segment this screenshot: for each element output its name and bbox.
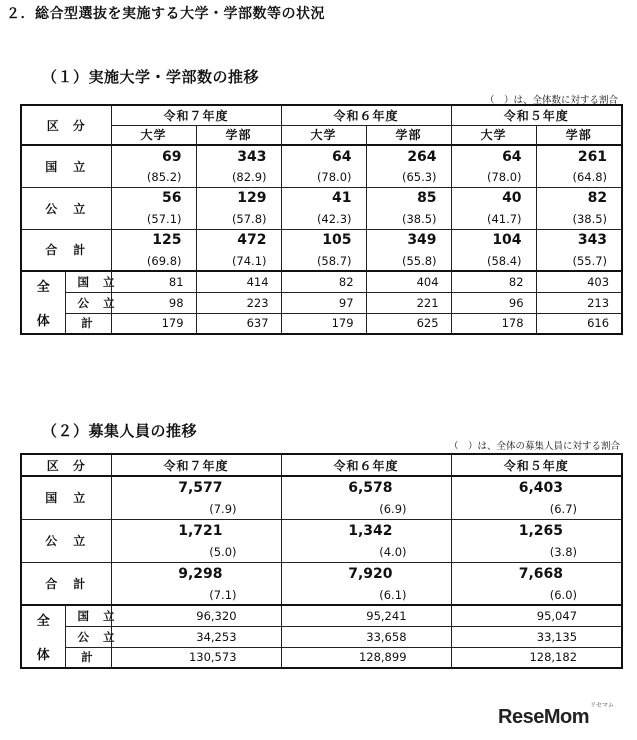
cell-percent: (6.0) — [451, 585, 622, 605]
cell-value: 130,573 — [111, 647, 281, 668]
cell-percent: (58.7) — [281, 251, 366, 271]
cell-value: 95,047 — [451, 605, 622, 626]
row-label-kokuritsu: 国立 — [21, 145, 111, 187]
cell-value: 404 — [366, 271, 451, 292]
cell-percent: (41.7) — [451, 209, 536, 229]
header-year-r7: 令和７年度 — [111, 454, 281, 476]
cell-value: 9,298 — [111, 562, 281, 585]
cell-value: 213 — [536, 292, 622, 313]
table-university-faculty-counts — [20, 104, 623, 335]
cell-percent: (55.7) — [536, 251, 622, 271]
cell-percent: (74.1) — [196, 251, 281, 271]
cell-value: 1,265 — [451, 519, 622, 542]
cell-value: 7,920 — [281, 562, 451, 585]
cell-value: 179 — [111, 313, 196, 334]
cell-percent: (78.0) — [451, 167, 536, 187]
cell-value: 64 — [281, 145, 366, 167]
cell-value: 7,668 — [451, 562, 622, 585]
header-year-r6: 令和６年度 — [281, 454, 451, 476]
cell-percent: (38.5) — [366, 209, 451, 229]
header-year-r5: 令和５年度 — [451, 105, 622, 125]
cell-value: 95,241 — [281, 605, 451, 626]
cell-value: 82 — [281, 271, 366, 292]
total-label-kouritsu: 公立 — [65, 626, 111, 647]
row-label-goukei: 合計 — [21, 229, 111, 271]
header-daigaku: 大学 — [281, 125, 366, 145]
cell-value: 128,899 — [281, 647, 451, 668]
cell-percent: (5.0) — [111, 542, 281, 562]
page-title: ２．総合型選抜を実施する大学・学部数等の状況 — [6, 6, 325, 22]
total-label-kei: 計 — [65, 647, 111, 668]
header-year-r6: 令和６年度 — [281, 105, 451, 125]
cell-percent: (3.8) — [451, 542, 622, 562]
cell-value: 1,342 — [281, 519, 451, 542]
cell-value: 472 — [196, 229, 281, 251]
cell-value: 128,182 — [451, 647, 622, 668]
header-daigaku: 大学 — [451, 125, 536, 145]
cell-value: 125 — [111, 229, 196, 251]
cell-value: 41 — [281, 187, 366, 209]
cell-percent: (57.8) — [196, 209, 281, 229]
cell-value: 6,403 — [451, 476, 622, 499]
cell-value: 261 — [536, 145, 622, 167]
cell-value: 85 — [366, 187, 451, 209]
zentai-bottom: 体 — [36, 648, 50, 663]
header-kubun: 区 分 — [21, 105, 111, 145]
cell-value: 343 — [196, 145, 281, 167]
section2-note: （ ）は、全体の募集人員に対する割合 — [448, 441, 620, 452]
cell-value: 96,320 — [111, 605, 281, 626]
header-year-r7: 令和７年度 — [111, 105, 281, 125]
cell-value: 97 — [281, 292, 366, 313]
row-label-goukei: 合計 — [21, 562, 111, 605]
cell-value: 178 — [451, 313, 536, 334]
cell-percent: (58.4) — [451, 251, 536, 271]
header-gakubu: 学部 — [196, 125, 281, 145]
cell-percent: (7.1) — [111, 585, 281, 605]
section1-note: （ ）は、全体数に対する割合 — [484, 95, 618, 106]
cell-value: 81 — [111, 271, 196, 292]
cell-value: 264 — [366, 145, 451, 167]
cell-value: 129 — [196, 187, 281, 209]
cell-percent: (55.8) — [366, 251, 451, 271]
cell-value: 616 — [536, 313, 622, 334]
row-label-kouritsu: 公立 — [21, 187, 111, 229]
cell-percent: (82.9) — [196, 167, 281, 187]
total-label-kokuritsu: 国立 — [65, 605, 111, 626]
total-label-kokuritsu: 国立 — [65, 271, 111, 292]
cell-value: 105 — [281, 229, 366, 251]
cell-value: 6,578 — [281, 476, 451, 499]
total-label-kei: 計 — [65, 313, 111, 334]
header-daigaku: 大学 — [111, 125, 196, 145]
cell-value: 34,253 — [111, 626, 281, 647]
cell-value: 179 — [281, 313, 366, 334]
cell-value: 33,135 — [451, 626, 622, 647]
cell-value: 64 — [451, 145, 536, 167]
cell-percent: (4.0) — [281, 542, 451, 562]
cell-value: 69 — [111, 145, 196, 167]
cell-value: 7,577 — [111, 476, 281, 499]
cell-value: 403 — [536, 271, 622, 292]
cell-percent: (65.3) — [366, 167, 451, 187]
cell-value: 1,721 — [111, 519, 281, 542]
cell-value: 223 — [196, 292, 281, 313]
cell-percent: (64.8) — [536, 167, 622, 187]
header-gakubu: 学部 — [536, 125, 622, 145]
section2-heading: （２）募集人員の推移 — [42, 422, 198, 440]
cell-percent: (57.1) — [111, 209, 196, 229]
table-recruitment-capacity — [20, 453, 623, 669]
zentai-top: 全 — [36, 280, 50, 295]
cell-percent: (78.0) — [281, 167, 366, 187]
row-label-zentai — [21, 271, 65, 334]
cell-value: 98 — [111, 292, 196, 313]
cell-value: 221 — [366, 292, 451, 313]
cell-percent: (38.5) — [536, 209, 622, 229]
header-kubun: 区 分 — [21, 454, 111, 476]
row-label-zentai — [21, 605, 65, 668]
header-year-r5: 令和５年度 — [451, 454, 622, 476]
cell-percent: (7.9) — [111, 499, 281, 519]
logo-subtext: リセマム — [590, 702, 614, 709]
cell-value: 82 — [536, 187, 622, 209]
section1-heading: （１）実施大学・学部数の推移 — [42, 68, 260, 86]
cell-percent: (69.8) — [111, 251, 196, 271]
cell-value: 33,658 — [281, 626, 451, 647]
cell-value: 414 — [196, 271, 281, 292]
cell-value: 343 — [536, 229, 622, 251]
cell-percent: (6.7) — [451, 499, 622, 519]
cell-percent: (6.9) — [281, 499, 451, 519]
cell-value: 82 — [451, 271, 536, 292]
header-gakubu: 学部 — [366, 125, 451, 145]
cell-value: 104 — [451, 229, 536, 251]
cell-percent: (6.1) — [281, 585, 451, 605]
cell-percent: (42.3) — [281, 209, 366, 229]
cell-value: 40 — [451, 187, 536, 209]
cell-value: 637 — [196, 313, 281, 334]
cell-value: 625 — [366, 313, 451, 334]
cell-percent: (85.2) — [111, 167, 196, 187]
total-label-kouritsu: 公立 — [65, 292, 111, 313]
cell-value: 349 — [366, 229, 451, 251]
cell-value: 96 — [451, 292, 536, 313]
cell-value: 56 — [111, 187, 196, 209]
zentai-top: 全 — [36, 614, 50, 629]
row-label-kokuritsu: 国立 — [21, 476, 111, 519]
row-label-kouritsu: 公立 — [21, 519, 111, 562]
zentai-bottom: 体 — [36, 314, 50, 329]
resemom-logo: ReseMom — [498, 706, 589, 728]
